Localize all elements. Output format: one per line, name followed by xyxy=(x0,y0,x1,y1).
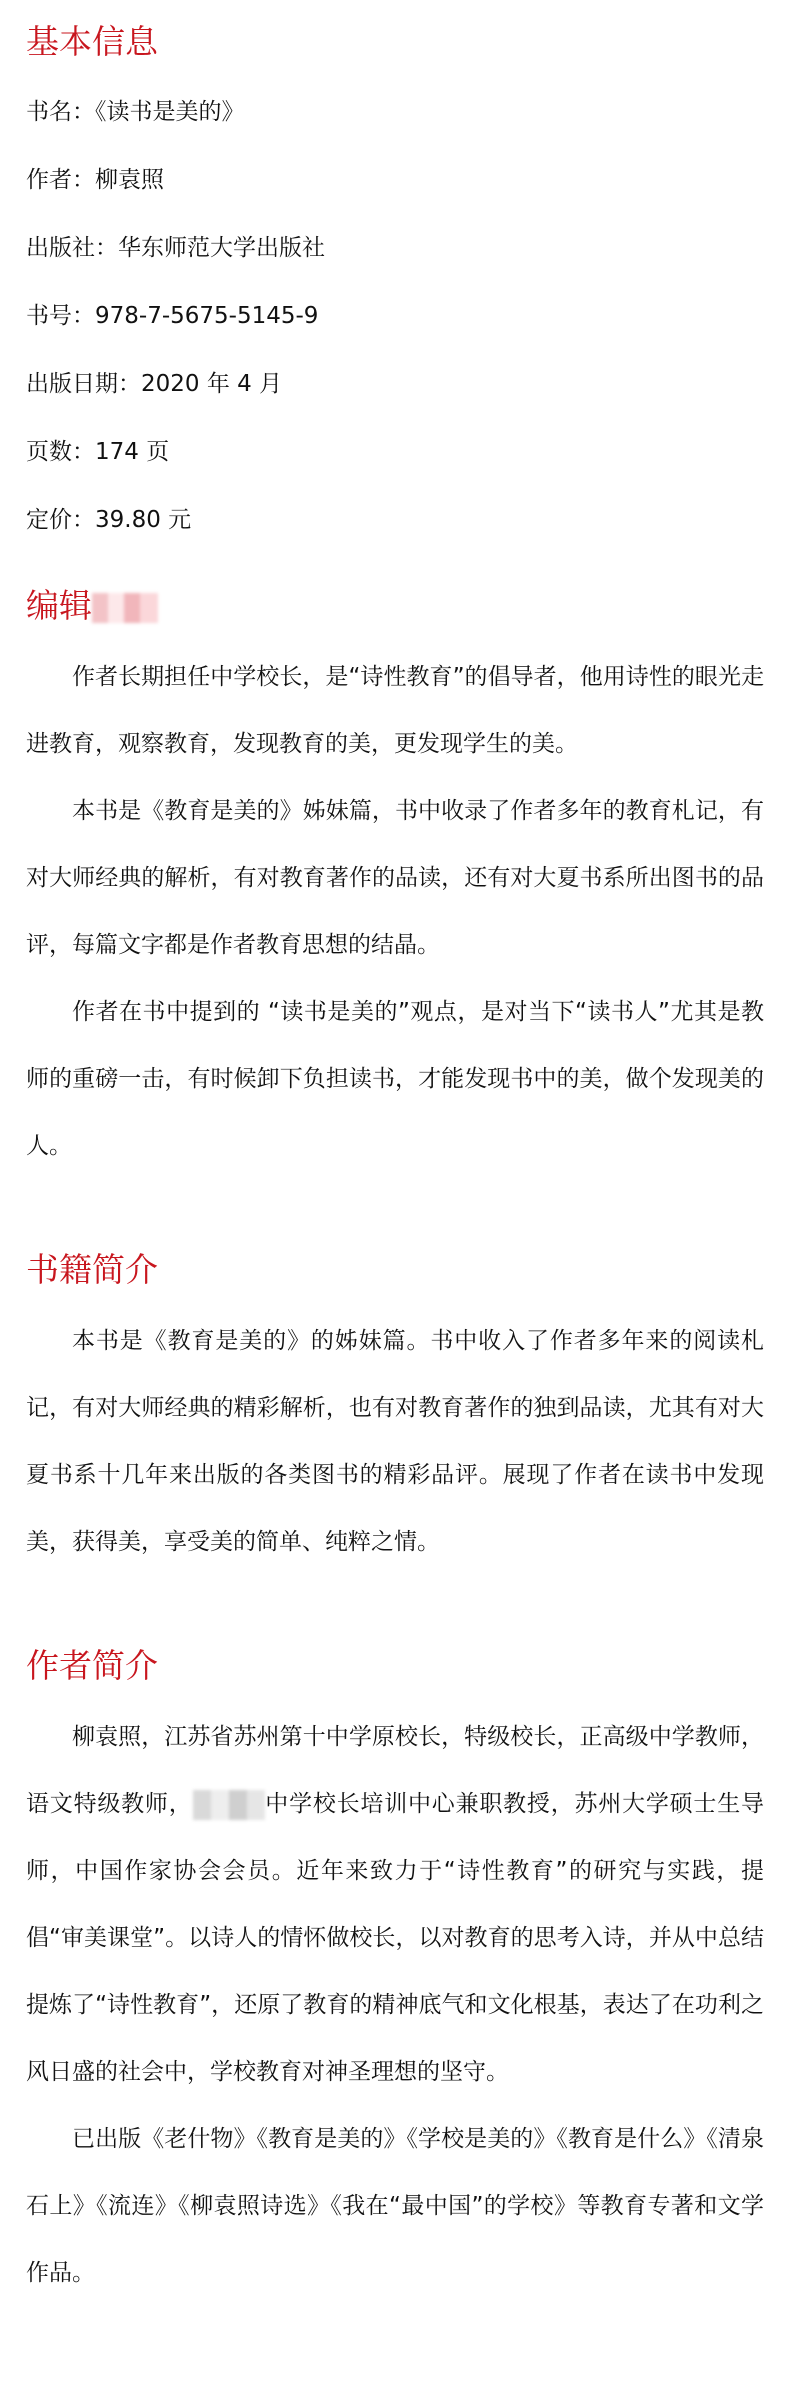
author-intro-section xyxy=(26,1576,764,2307)
section-title-book-intro: 书籍简介 xyxy=(26,1250,158,1289)
info-price: 定价：39.80 元 xyxy=(26,507,192,533)
author-intro-text-after: 中学校长培训中心兼职教授，苏州大学硕士生导师，中国作家协会会员。近年来致力于“诗性教育”的研究与实践，提倡“审美课堂”。以诗人的情怀做校长，以对教育的思考入诗，并从中总结提炼了“诗性教育”，还原了教育的精神底气和文化根基，表达了在功利之风日盛的社会中，学校教育对神圣理想的坚守。 xyxy=(26,1791,765,2085)
section-title-author-intro: 作者简介 xyxy=(26,1646,158,1685)
author-intro-text-before: 柳袁照，江苏省苏州第十中学原校长，特级校长，正高级中学教师，语文特级教师， xyxy=(26,1724,764,1817)
section-title-editor-text: 编辑 xyxy=(26,586,92,625)
book-intro-paragraph: 本书是《教育是美的》的姊妹篇。书中收入了作者多年来的阅读札记，有对大师经典的精彩解析，也有对教育著作的独到品读，尤其有对大夏书系十几年来出版的各类图书的精彩品评。展现了作者在读书中发现美，获得美，享受美的简单、纯粹之情。 xyxy=(26,1328,764,1555)
info-isbn: 书号：978-7-5675-5145-9 xyxy=(26,303,319,329)
info-publisher: 出版社：华东师范大学出版社 xyxy=(26,235,325,261)
editor-section xyxy=(26,572,764,1180)
editor-paragraph: 作者在书中提到的 “读书是美的”观点，是对当下“读书人”尤其是教师的重磅一击，有时候卸下负担读书，才能发现书中的美，做个发现美的人。 xyxy=(26,999,764,1159)
basic-info-section xyxy=(26,0,764,572)
info-author: 作者：柳袁照 xyxy=(26,167,164,193)
info-publish-date: 出版日期：2020 年 4 月 xyxy=(26,371,283,397)
editor-paragraph: 本书是《教育是美的》姊妹篇，书中收录了作者多年的教育札记，有对大师经典的解析，有对教育著作的品读，还有对大夏书系所出图书的品评，每篇文字都是作者教育思想的结晶。 xyxy=(26,798,764,958)
author-works-paragraph: 已出版《老什物》《教育是美的》《学校是美的》《教育是什么》《清泉石上》《流连》《柳袁照诗选》《我在“最中国”的学校》等教育专著和文学作品。 xyxy=(26,2126,764,2286)
section-title-basic-info: 基本信息 xyxy=(26,22,158,61)
section-title-editor xyxy=(26,586,764,626)
redacted-mark xyxy=(92,593,158,623)
editor-paragraph: 作者长期担任中学校长，是“诗性教育”的倡导者，他用诗性的眼光走进教育，观察教育，发现教育的美，更发现学生的美。 xyxy=(26,664,764,757)
redacted-mark xyxy=(193,1790,265,1820)
info-pages: 页数：174 页 xyxy=(26,439,170,465)
book-intro-section xyxy=(26,1180,764,1576)
info-book-name: 书名：《读书是美的》 xyxy=(26,99,245,125)
author-intro-paragraph xyxy=(26,1704,764,2106)
